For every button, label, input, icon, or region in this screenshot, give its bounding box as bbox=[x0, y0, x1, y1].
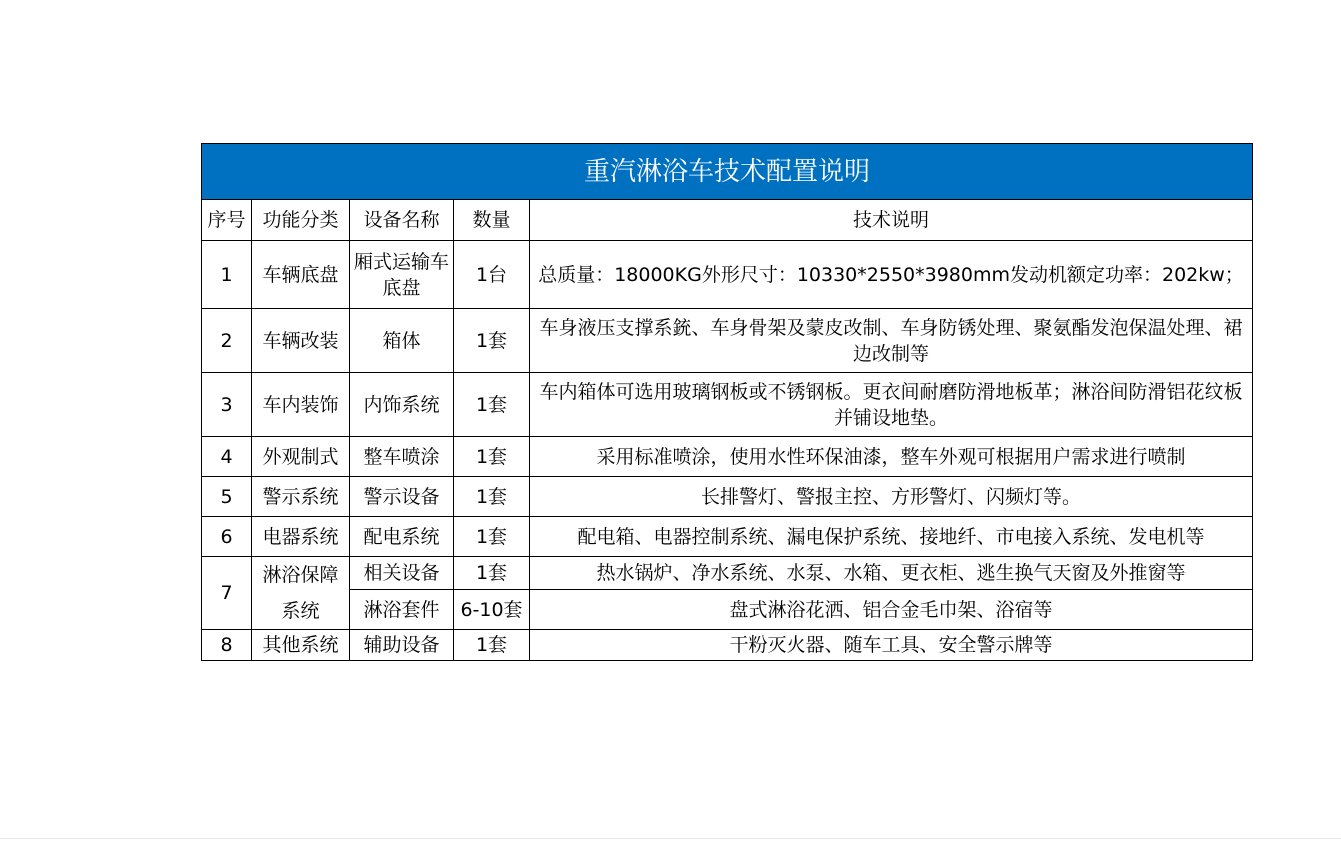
cell-category: 警示系统 bbox=[252, 477, 350, 517]
table-row bbox=[202, 437, 1253, 477]
cell-category: 车辆改装 bbox=[252, 309, 350, 373]
cell-device: 配电系统 bbox=[350, 517, 454, 557]
table-title: 重汽淋浴车技术配置说明 bbox=[202, 144, 1253, 200]
cell-category: 电器系统 bbox=[252, 517, 350, 557]
cell-qty: 1套 bbox=[454, 309, 530, 373]
cell-device: 整车喷涂 bbox=[350, 437, 454, 477]
cell-no: 2 bbox=[202, 309, 252, 373]
page-bottom-divider bbox=[0, 838, 1341, 839]
cell-qty: 1套 bbox=[454, 477, 530, 517]
cell-qty: 1套 bbox=[454, 373, 530, 437]
table-row bbox=[202, 630, 1253, 661]
spec-table bbox=[201, 143, 1253, 661]
cell-device: 警示设备 bbox=[350, 477, 454, 517]
cell-qty: 1套 bbox=[454, 517, 530, 557]
cell-no: 1 bbox=[202, 241, 252, 309]
cell-qty: 6-10套 bbox=[454, 590, 530, 630]
table-row bbox=[202, 590, 1253, 630]
cell-category: 车辆底盘 bbox=[252, 241, 350, 309]
cell-device: 淋浴套件 bbox=[350, 590, 454, 630]
table-row bbox=[202, 477, 1253, 517]
cell-category: 车内装饰 bbox=[252, 373, 350, 437]
cell-desc: 配电箱、电器控制系统、漏电保护系统、接地纤、市电接入系统、发电机等 bbox=[530, 517, 1253, 557]
cell-device: 相关设备 bbox=[350, 557, 454, 590]
cell-device: 辅助设备 bbox=[350, 630, 454, 661]
cell-desc: 干粉灭火器、随车工具、安全警示牌等 bbox=[530, 630, 1253, 661]
cell-device: 内饰系统 bbox=[350, 373, 454, 437]
cell-device: 箱体 bbox=[350, 309, 454, 373]
cell-desc: 采用标准喷涂，使用水性环保油漆，整车外观可根据用户需求进行喷制 bbox=[530, 437, 1253, 477]
cell-desc: 车身液压支撑系銃、车身骨架及蒙皮改制、车身防锈处理、聚氨酯发泡保温处理、裙边改制等 bbox=[530, 309, 1253, 373]
cell-category: 淋浴保障系统 bbox=[252, 557, 350, 630]
table-row bbox=[202, 517, 1253, 557]
cell-category: 外观制式 bbox=[252, 437, 350, 477]
header-row bbox=[202, 200, 1253, 241]
cell-desc: 车内箱体可选用玻璃钢板或不锈钢板。更衣间耐磨防滑地板革；淋浴间防滑铝花纹板并铺设地垫。 bbox=[530, 373, 1253, 437]
cell-no: 5 bbox=[202, 477, 252, 517]
cell-qty: 1套 bbox=[454, 557, 530, 590]
cell-no: 8 bbox=[202, 630, 252, 661]
cell-category: 其他系统 bbox=[252, 630, 350, 661]
header-cell-no: 序号 bbox=[202, 200, 252, 241]
cell-desc: 热水锅炉、净水系统、水泵、水箱、更衣柜、逃生换气天窗及外推窗等 bbox=[530, 557, 1253, 590]
table-row bbox=[202, 557, 1253, 590]
header-cell-qty: 数量 bbox=[454, 200, 530, 241]
cell-no: 7 bbox=[202, 557, 252, 630]
table-row bbox=[202, 241, 1253, 309]
cell-no: 6 bbox=[202, 517, 252, 557]
cell-qty: 1套 bbox=[454, 630, 530, 661]
header-cell-device: 设备名称 bbox=[350, 200, 454, 241]
cell-qty: 1台 bbox=[454, 241, 530, 309]
cell-no: 4 bbox=[202, 437, 252, 477]
cell-desc: 总质量：18000KG外形尺寸：10330*2550*3980mm发动机额定功率：202kw； bbox=[530, 241, 1253, 309]
cell-desc: 盘式淋浴花洒、铝合金毛巾架、浴宿等 bbox=[530, 590, 1253, 630]
table-row bbox=[202, 373, 1253, 437]
cell-qty: 1套 bbox=[454, 437, 530, 477]
cell-device: 厢式运输车底盘 bbox=[350, 241, 454, 309]
header-cell-desc: 技术说明 bbox=[530, 200, 1253, 241]
header-cell-category: 功能分类 bbox=[252, 200, 350, 241]
cell-no: 3 bbox=[202, 373, 252, 437]
table-row bbox=[202, 309, 1253, 373]
cell-desc: 长排警灯、警报主控、方形警灯、闪频灯等。 bbox=[530, 477, 1253, 517]
